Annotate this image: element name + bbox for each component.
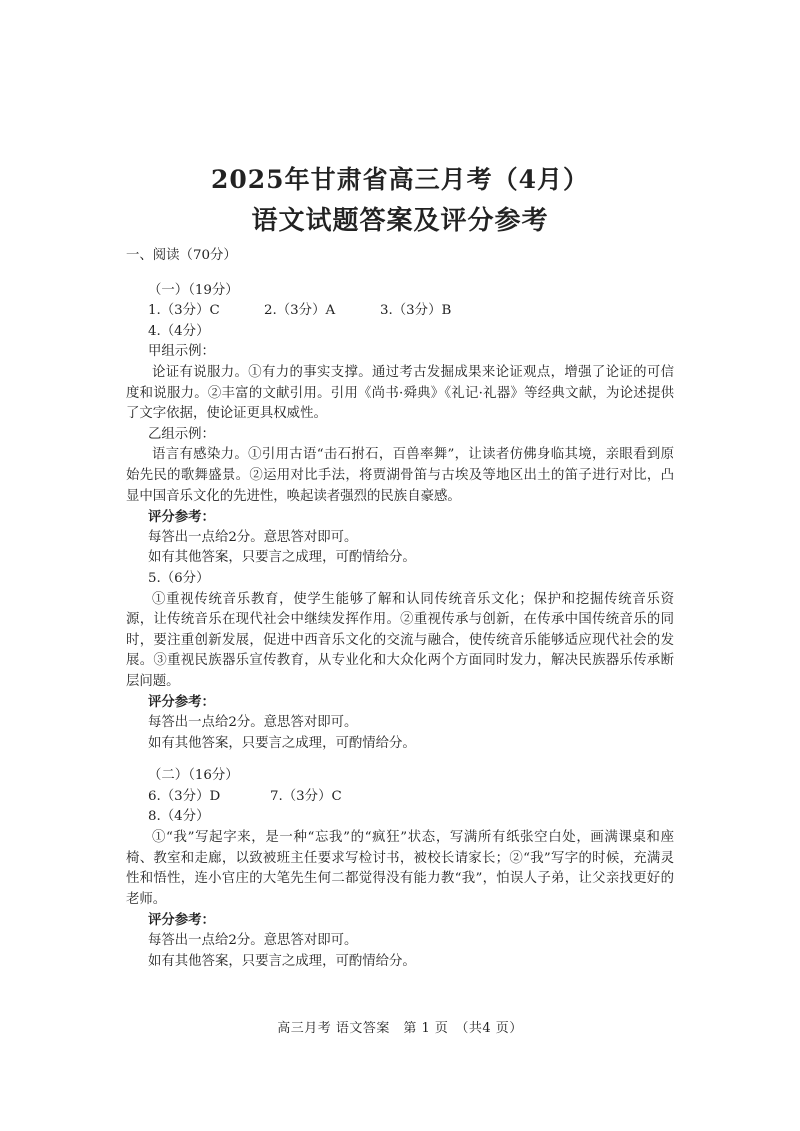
answer-content (126, 246, 674, 972)
page-title: 2025年甘肃省高三月考（4月） (211, 165, 589, 194)
q5-heading: 5.（6分） (148, 570, 210, 586)
answer-q7: 7.（3分）C (270, 788, 342, 804)
part2-heading: （二）（16分） (148, 768, 239, 784)
scoring-label: 评分参考： (148, 694, 215, 711)
scoring-label: 评分参考： (148, 912, 215, 929)
scoring-rule: 如有其他答案，只要言之成理，可酌情给分。 (148, 550, 416, 566)
answer-q1: 1.（3分）C (148, 303, 220, 319)
yi-label: 乙组示例： (148, 426, 215, 442)
q5-answer-text: ①重视传统音乐教育，使学生能够了解和认同传统音乐文化；保护和挖掘传统音乐资源，让传统音乐在现代社会中继续发挥作用。②重视传承与创新，在传承中国传统音乐的同时，要注重创新发展，促进中西音乐文化的交流与融合，使传统音乐能够适应现代社会的发展。③重视民族器乐宣传教育，从专业化和大众化两个方面同时发力，解决民族器乐传承断层问题。 (126, 591, 674, 689)
scoring-label: 评分参考： (148, 509, 215, 526)
answer-q6: 6.（3分）D (148, 788, 221, 804)
q8-heading: 8.（4分） (148, 809, 210, 825)
jia-label: 甲组示例： (148, 344, 215, 360)
section-heading-reading: 一、阅读（70分） (126, 248, 237, 263)
part1-heading: （一）（19分） (148, 282, 239, 298)
page-footer: 高三月考 语文答案 第 1 页 （共4 页） (277, 1021, 523, 1036)
answer-q3: 3.（3分）B (380, 303, 452, 319)
mcq-answers-1-3 (126, 301, 674, 322)
scoring-rule: 如有其他答案，只要言之成理，可酌情给分。 (148, 953, 416, 969)
scoring-rule: 每答出一点给2分。意思答对即可。 (148, 933, 358, 948)
q8-answer-text: ①“我”写起字来，是一种“忘我”的“疯狂”状态，写满所有纸张空白处，画满课桌和座椅、教室和走廊，以致被班主任要求写检讨书，被校长请家长；②“我”写字的时候，充满灵性和悟性，连小官庄的大笔先生何二都觉得没有能力教“我”，怕误人子弟，让父亲找更好的老师。 (126, 830, 674, 907)
jia-answer-text: 论证有说服力。①有力的事实支撑。通过考古发掘成果来论证观点，增强了论证的可信度和说服力。②丰富的文献引用。引用《尚书·舜典》《礼记·礼器》等经典文献，为论述提供了文字依据，使论证更具权威性。 (126, 364, 674, 422)
page-subtitle: 语文试题答案及评分参考 (251, 206, 549, 236)
mcq-answers-6-7 (126, 787, 674, 808)
q4-heading: 4.（4分） (148, 323, 210, 339)
yi-answer-text: 语言有感染力。①引用古语“击石拊石，百兽率舞”，让读者仿佛身临其境，亲眼看到原始先民的歌舞盛景。②运用对比手法，将贾湖骨笛与古埃及等地区出土的笛子进行对比，凸显中国音乐文化的先进性，唤起读者强烈的民族自豪感。 (126, 447, 674, 504)
scoring-rule: 每答出一点给2分。意思答对即可。 (148, 529, 358, 545)
answer-q2: 2.（3分）A (264, 303, 336, 319)
scoring-rule: 每答出一点给2分。意思答对即可。 (148, 715, 358, 731)
scoring-rule: 如有其他答案，只要言之成理，可酌情给分。 (148, 735, 416, 751)
